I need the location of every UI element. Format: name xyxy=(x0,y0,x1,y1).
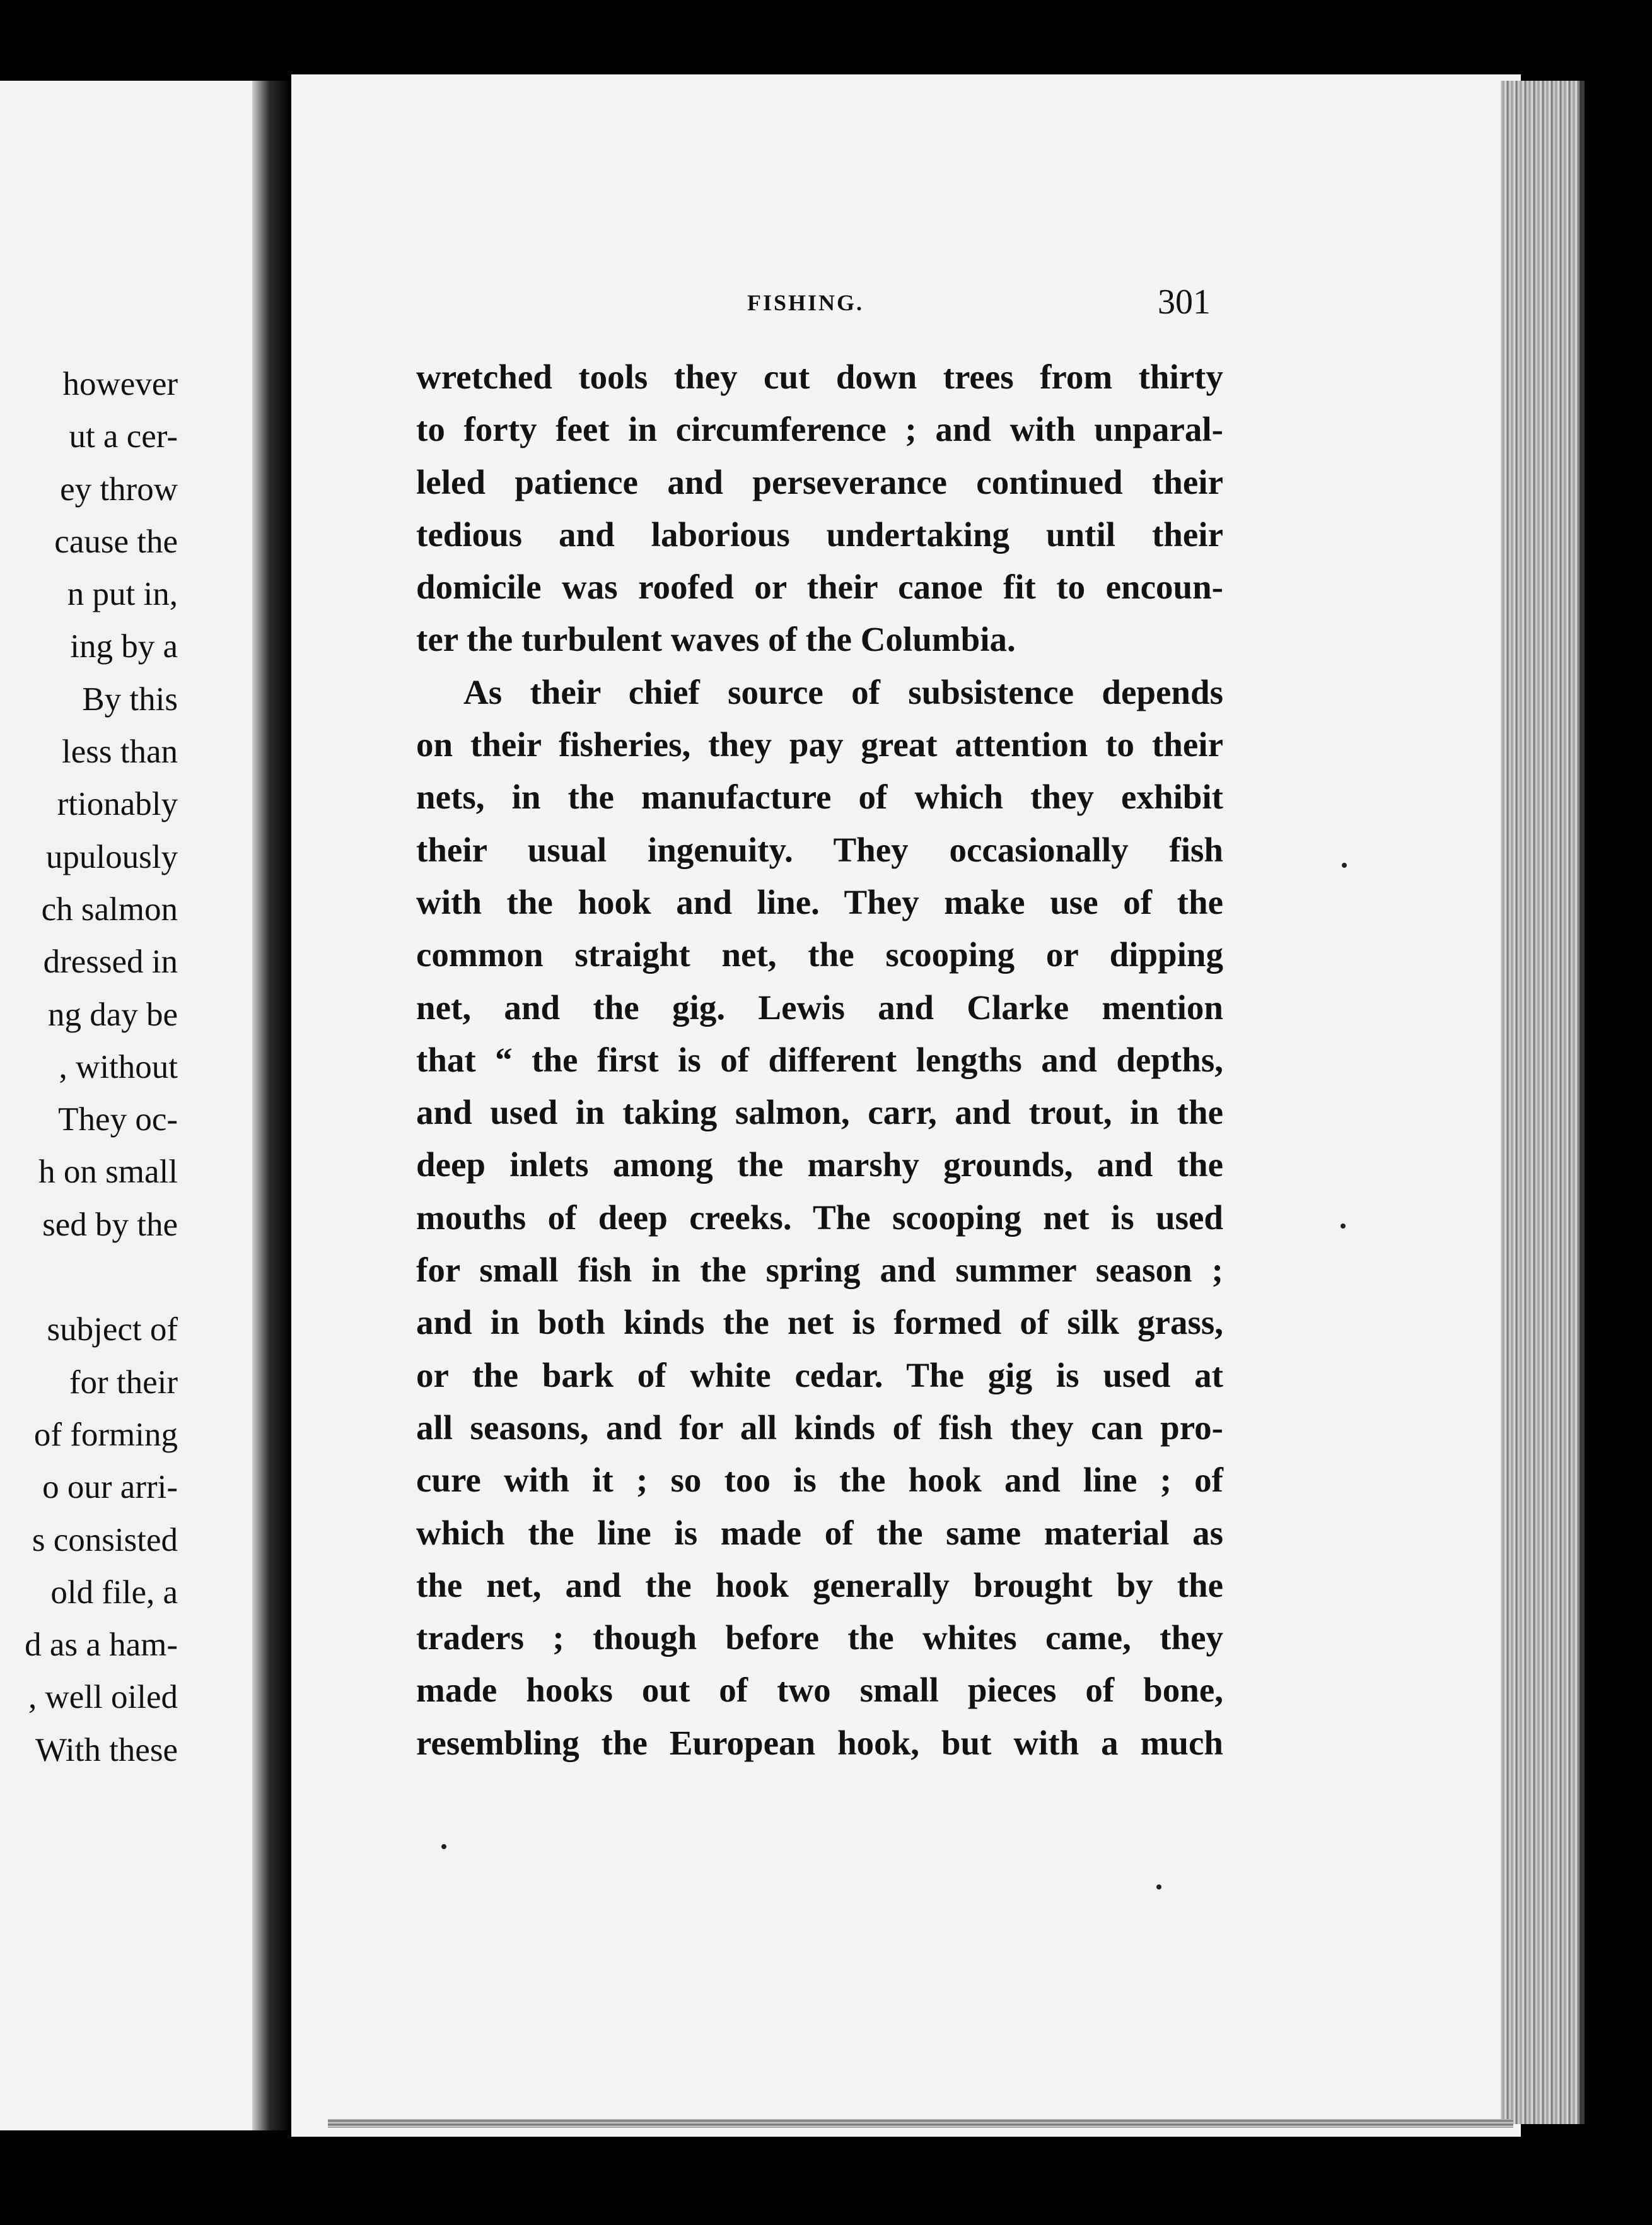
left-text-line: By this xyxy=(82,680,178,718)
left-text-line: dressed in xyxy=(43,943,178,981)
text-line: domicile was roofed or their canoe fit to encoun- xyxy=(416,568,1223,607)
page-edges xyxy=(1501,81,1585,2124)
left-text-line: d as a ham- xyxy=(25,1626,178,1664)
text-line: mouths of deep creeks. The scooping net is used xyxy=(416,1198,1223,1237)
body-text xyxy=(416,351,1223,1769)
left-text-line: sed by the xyxy=(42,1206,178,1243)
text-line: and used in taking salmon, carr, and trout, in the xyxy=(416,1093,1223,1132)
text-line: nets, in the manufacture of which they exhibit xyxy=(416,778,1223,817)
page-bottom-edge xyxy=(328,2119,1513,2128)
left-text-line: ut a cer- xyxy=(69,418,178,455)
text-line: on their fisheries, they pay great attention to their xyxy=(416,725,1223,764)
left-text-line: rtionably xyxy=(57,786,178,823)
ink-speck xyxy=(441,1844,446,1849)
text-line: common straight net, the scooping or dipping xyxy=(416,935,1223,974)
left-text-line: ch salmon xyxy=(41,891,178,928)
left-text-line: ey throw xyxy=(60,470,178,508)
text-line: with the hook and line. They make use of the xyxy=(416,882,1223,921)
text-line: and in both kinds the net is formed of silk grass, xyxy=(416,1303,1223,1342)
left-text-line xyxy=(0,1251,178,1304)
book-gutter xyxy=(252,81,291,2130)
left-text-line: ng day be xyxy=(47,996,178,1033)
left-text-line: , without xyxy=(59,1048,178,1085)
running-head: FISHING. xyxy=(747,290,864,315)
left-text-line: however xyxy=(62,366,178,402)
left-text-line: o our arri- xyxy=(42,1469,178,1506)
text-line: net, and the gig. Lewis and Clarke mention xyxy=(416,988,1223,1027)
text-line: or the bark of white cedar. The gig is used at xyxy=(416,1355,1223,1394)
text-line: the net, and the hook generally brought by the xyxy=(416,1565,1223,1604)
left-text-line: With these xyxy=(35,1731,178,1768)
text-line: ter the turbulent waves of the Columbia. xyxy=(416,620,1016,659)
ink-speck xyxy=(1341,1223,1346,1229)
left-text-line: , well oiled xyxy=(28,1679,178,1716)
left-text-line: for their xyxy=(69,1364,178,1401)
left-text-line: n put in, xyxy=(67,576,178,613)
text-line: which the line is made of the same material as xyxy=(416,1513,1223,1552)
text-line: wretched tools they cut down trees from thirty xyxy=(416,358,1223,396)
left-text-line: cause the xyxy=(54,523,178,560)
paragraph-1 xyxy=(416,351,1223,666)
ink-speck xyxy=(1156,1884,1161,1889)
text-line: made hooks out of two small pieces of bone, xyxy=(416,1671,1223,1710)
left-page-text xyxy=(0,358,178,1777)
text-line: leled patience and perseverance continued their xyxy=(416,462,1223,501)
text-line: resembling the European hook, but with a much xyxy=(416,1723,1223,1762)
left-text-line: h on small xyxy=(38,1153,178,1191)
left-text-line: s consisted xyxy=(32,1521,178,1558)
text-line: their usual ingenuity. They occasionally fish xyxy=(416,830,1223,869)
left-text-line: They oc- xyxy=(58,1101,178,1138)
left-text-line: ing by a xyxy=(70,628,178,665)
left-page xyxy=(0,81,252,2130)
text-line: all seasons, and for all kinds of fish they can pro- xyxy=(416,1408,1223,1447)
text-line: cure with it ; so too is the hook and line ; of xyxy=(416,1461,1223,1500)
ink-speck xyxy=(1342,863,1347,868)
text-line: to forty feet in circumference ; and with unparal- xyxy=(416,410,1223,449)
left-text-line: less than xyxy=(62,733,178,771)
left-text-line: old file, a xyxy=(50,1574,178,1611)
text-line: deep inlets among the marshy grounds, and the xyxy=(416,1145,1223,1184)
text-line: As their chief source of subsistence depends xyxy=(463,672,1223,711)
page-header xyxy=(747,282,1217,326)
text-line: for small fish in the spring and summer season ; xyxy=(416,1251,1223,1290)
page-number: 301 xyxy=(1158,283,1211,322)
left-text-line: of forming xyxy=(33,1416,178,1453)
left-text-line: upulously xyxy=(45,838,178,875)
text-line: that “ the first is of different lengths and depths, xyxy=(416,1040,1223,1079)
text-line: traders ; though before the whites came, they xyxy=(416,1618,1223,1657)
left-text-line: subject of xyxy=(47,1311,178,1348)
paragraph-2 xyxy=(416,666,1223,1769)
text-line: tedious and laborious undertaking until their xyxy=(416,515,1223,554)
